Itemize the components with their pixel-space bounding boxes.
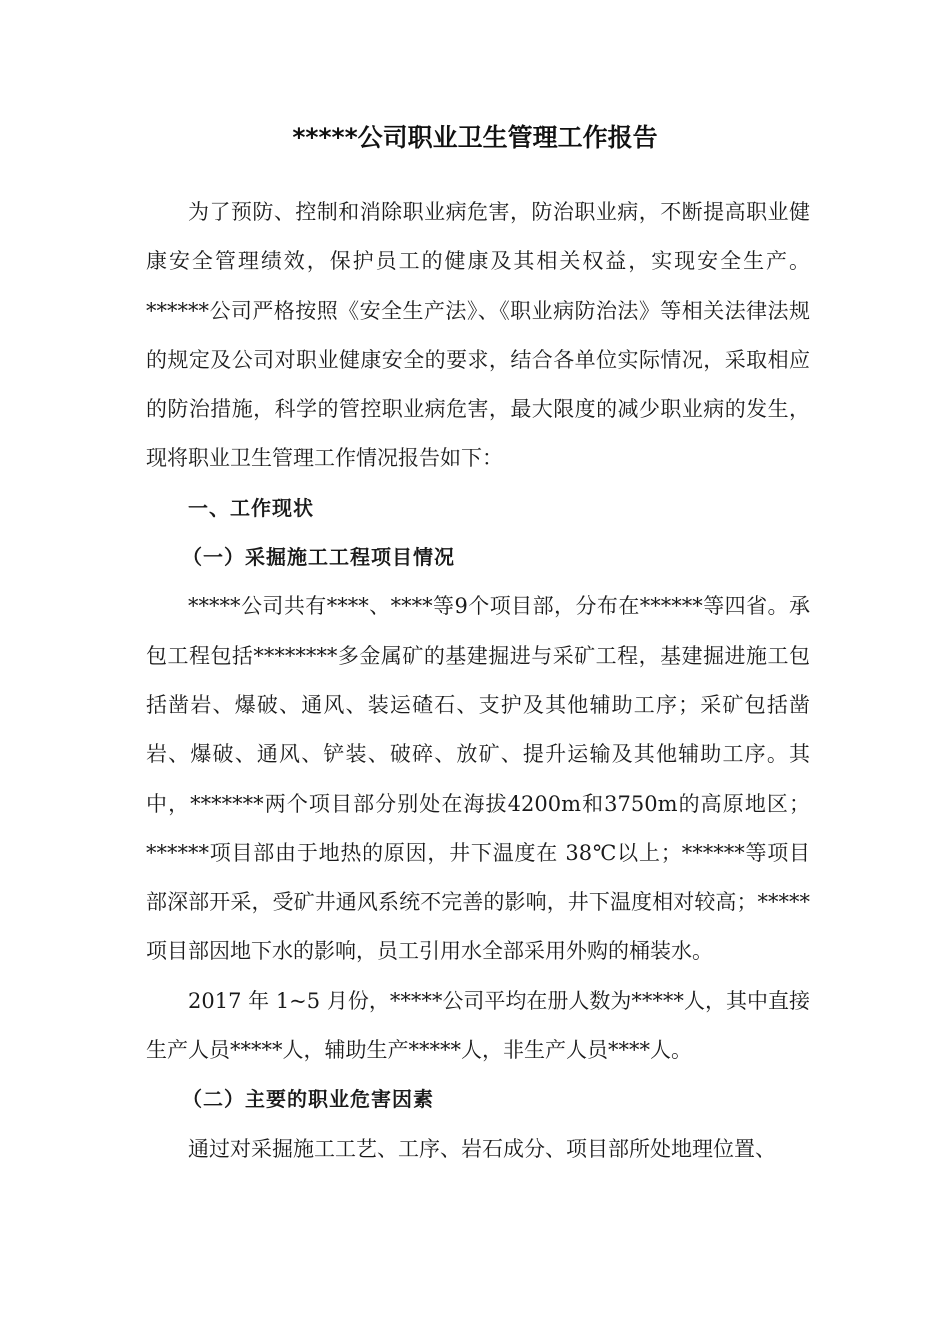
intro-paragraph: 为了预防、控制和消除职业病危害，防治职业病，不断提高职业健康安全管理绩效，保护员工的健康及其相关权益，实现安全生产。******公司严格按照《安全生产法》、《职业病防治法》等相关法律法规的规定及公司对职业健康安全的要求，结合各单位实际情况，采取相应的防治措施，科学的管控职业病危害，最大限度的减少职业病的发生，现将职业卫生管理工作情况报告如下： bbox=[146, 200, 810, 471]
section-heading-work-status: 一、工作现状 bbox=[188, 495, 314, 520]
document-title: *****公司职业卫生管理工作报告 bbox=[292, 123, 658, 152]
subsection-heading-project-status: （一）采掘施工工程项目情况 bbox=[182, 545, 455, 570]
subsection-heading-hazard-factors: （二）主要的职业危害因素 bbox=[182, 1087, 434, 1112]
staff-count-paragraph: 2017 年 1~5 月份，*****公司平均在册人数为*****人，其中直接生产人员*****人，辅助生产*****人，非生产人员****人。 bbox=[146, 988, 810, 1063]
hazard-analysis-paragraph: 通过对采掘施工工艺、工序、岩石成分、项目部所处地理位置、 bbox=[188, 1136, 776, 1161]
project-overview-paragraph: *****公司共有****、****等9个项目部，分布在******等四省。承包工程包括********多金属矿的基建掘进与采矿工程，基建掘进施工包括凿岩、爆破、通风、装运碴石、支护及其他辅助工序；采矿包括凿岩、爆破、通风、铲装、破碎、放矿、提升运输及其他辅助工序。其中，*******两个项目部分别处在海拔4200m和3750m的高原地区；******项目部由于地热的原因，井下温度在 38℃以上；******等项目部深部开采，受矿井通风系统不完善的影响，井下温度相对较高；*****项目部因地下水的影响，员工引用水全部采用外购的桶装水。 bbox=[146, 594, 810, 964]
document-body bbox=[146, 188, 810, 1174]
